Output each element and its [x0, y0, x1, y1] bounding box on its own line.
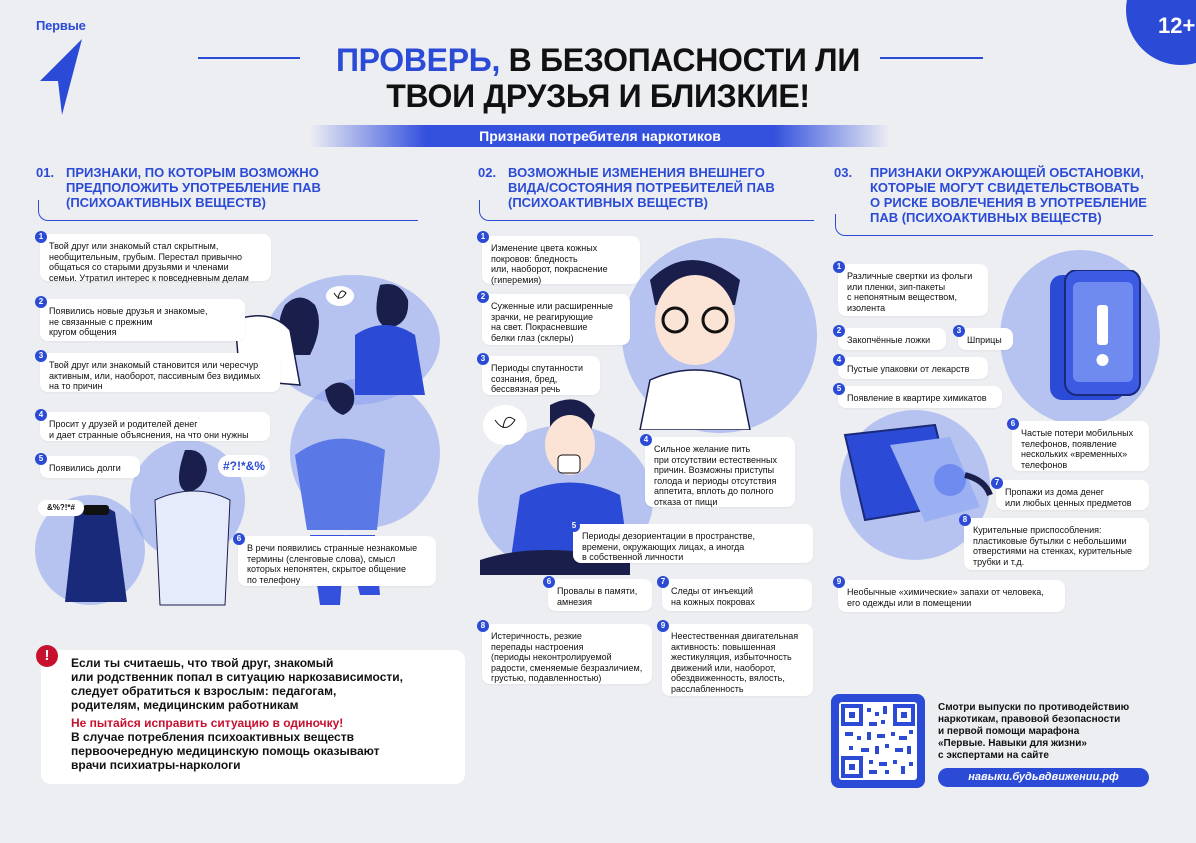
number-badge: 6: [543, 576, 555, 588]
title-highlight: ПРОВЕРЬ,: [335, 42, 501, 78]
column-2-number: 02.: [478, 165, 497, 180]
speech-bubble-slang: &%?!*#: [38, 500, 84, 516]
phone-alert-illustration: [1045, 270, 1150, 410]
sign-card: Различные свертки из фольги или пленки, зип-пакеты с непонятным веществом, изолента: [838, 264, 988, 316]
sign-card: Неестественная двигательная активность: повышенная жестикуляция, избыточность движений или, наоборот, обездвиженность, вялость, расслабленность: [662, 624, 813, 696]
boy-with-cup-illustration: [480, 395, 630, 595]
website-link[interactable]: навыки.будьвдвижении.рф: [938, 768, 1149, 787]
sign-card: Твой друг или знакомый становится или чересчур активным, или, наоборот, пассивным без видимых на то причин: [40, 353, 280, 392]
boy-with-glasses-illustration: [630, 250, 760, 430]
sign-card: Периоды спутанности сознания, бред, бессвязная речь: [482, 356, 600, 395]
page-title: [0, 42, 1196, 114]
number-badge: 6: [233, 533, 245, 545]
subtitle-banner: Признаки потребителя наркотиков: [310, 125, 890, 147]
scribble-icon: [325, 285, 355, 307]
number-badge: 7: [657, 576, 669, 588]
number-badge: 7: [991, 477, 1003, 489]
qr-description: Смотри выпуски по противодействию наркотикам, правовой безопасности и первой помощи марафона «Первые. Навыки для жизни» с экспертами на сайте: [938, 702, 1130, 761]
sign-card: Истеричность, резкие перепады настроения (периоды неконтролируемой радости, сменяемые безразличием, грустью, подавленностью): [482, 624, 652, 684]
number-badge: 8: [477, 620, 489, 632]
qr-pattern: [839, 702, 917, 780]
qr-code-icon: [839, 702, 917, 780]
warning-text-secondary: В случае потребления психоактивных веществ первоочередную медицинскую помощь оказывают врачи психиатры-наркологи: [71, 730, 380, 772]
sign-card: Появились новые друзья и знакомые, не связанные с прежним кругом общения: [40, 299, 245, 341]
sign-card: Суженные или расширенные зрачки, не реагирующие на свет. Покрасневшие белки глаз (склеры): [482, 294, 630, 345]
number-badge: 6: [1007, 418, 1019, 430]
column-3-rule: [835, 214, 1153, 236]
number-badge: 3: [477, 353, 489, 365]
column-3-heading: ПРИЗНАКИ ОКРУЖАЮЩЕЙ ОБСТАНОВКИ, КОТОРЫЕ МОГУТ СВИДЕТЕЛЬСТВОВАТЬ О РИСКЕ ВОВЛЕЧЕНИЯ В УПОТРЕБЛЕНИЕ ПАВ (ПСИХОАКТИВНЫХ ВЕЩЕСТВ): [870, 165, 1147, 225]
column-1-rule: [38, 200, 418, 221]
number-badge: 4: [833, 354, 845, 366]
sign-card: Курительные приспособления: пластиковые бутылки с небольшими отверстиями на стенках, курительные трубки и т.д.: [964, 518, 1149, 570]
qr-code[interactable]: [831, 694, 925, 788]
number-badge: 3: [35, 350, 47, 362]
number-badge: 2: [35, 296, 47, 308]
title-line2: ТВОИ ДРУЗЬЯ И БЛИЗКИЕ!: [386, 78, 810, 114]
number-badge: 1: [477, 231, 489, 243]
sign-card: Закопчённые ложки: [838, 328, 946, 350]
column-1-heading: ПРИЗНАКИ, ПО КОТОРЫМ ВОЗМОЖНО ПРЕДПОЛОЖИТЬ УПОТРЕБЛЕНИЕ ПАВ (ПСИХОАКТИВНЫХ ВЕЩЕСТВ): [66, 165, 321, 210]
sign-card: Появление в квартире химикатов: [838, 386, 1002, 408]
speech-bubble-slang: #?!*&%: [218, 455, 270, 477]
number-badge: 8: [959, 514, 971, 526]
sign-card: Твой друг или знакомый стал скрытным, необщительным, грубым. Перестал привычно общаться со старыми друзьями и членами семьи. Утратил интерес к повседневным делам: [40, 234, 271, 281]
number-badge: 5: [568, 520, 580, 532]
number-badge: 5: [35, 453, 47, 465]
sign-card: Пустые упаковки от лекарств: [838, 357, 988, 379]
sign-card: Сильное желание пить при отсутствии естественных причин. Возможны приступы голода и периоды отсутствия аппетита, вплоть до полного отказа от пищи: [645, 437, 795, 507]
number-badge: 1: [35, 231, 47, 243]
sign-card: Провалы в памяти, амнезия: [548, 579, 652, 611]
warning-text: Если ты считаешь, что твой друг, знакомый или родственник попал в ситуацию наркозависимости, следует обратиться к взрослым: педагогам, родителям, медицинским работникам: [71, 656, 403, 712]
sign-card: Шприцы: [958, 328, 1013, 350]
number-badge: 1: [833, 261, 845, 273]
warning-icon: !: [36, 645, 58, 667]
sign-card: Просит у друзей и родителей денег и дает странные объяснения, на что они нужны: [40, 412, 270, 441]
sign-card: Частые потери мобильных телефонов, появление нескольких «временных» телефонов: [1012, 421, 1149, 471]
number-badge: 9: [833, 576, 845, 588]
number-badge: 4: [640, 434, 652, 446]
age-rating-text: 12+: [1158, 13, 1196, 38]
sign-card: Периоды дезориентации в пространстве, времени, окружающих лицах, а иногда в собственной личности: [573, 524, 813, 563]
number-badge: 3: [953, 325, 965, 337]
number-badge: 5: [833, 383, 845, 395]
logo-text: Первые: [36, 18, 86, 33]
number-badge: 9: [657, 620, 669, 632]
sign-card: Следы от инъекций на кожных покровах: [662, 579, 812, 611]
sign-card: Пропажи из дома денег или любых ценных предметов: [996, 480, 1149, 510]
number-badge: 2: [477, 291, 489, 303]
wallet-illustration: [835, 415, 995, 535]
column-2-heading: ВОЗМОЖНЫЕ ИЗМЕНЕНИЯ ВНЕШНЕГО ВИДА/СОСТОЯНИЯ ПОТРЕБИТЕЛЕЙ ПАВ (ПСИХОАКТИВНЫХ ВЕЩЕСТВ): [508, 165, 775, 210]
sign-card: В речи появились странные незнакомые термины (сленговые слова), смысл которых непонятен, скрытое общение по телефону: [238, 536, 436, 586]
sign-card: Появились долги: [40, 456, 140, 478]
column-3-number: 03.: [834, 165, 853, 180]
sign-card: Изменение цвета кожных покровов: бледность или, наоборот, покраснение (гиперемия): [482, 236, 640, 284]
column-1-number: 01.: [36, 165, 55, 180]
title-line1: В БЕЗОПАСНОСТИ ЛИ: [500, 42, 861, 78]
column-2-rule: [479, 200, 814, 221]
sign-card: Необычные «химические» запахи от человека, его одежды или в помещении: [838, 580, 1065, 612]
number-badge: 2: [833, 325, 845, 337]
warning-red-text: Не пытайся исправить ситуацию в одиночку!: [71, 716, 344, 730]
number-badge: 4: [35, 409, 47, 421]
